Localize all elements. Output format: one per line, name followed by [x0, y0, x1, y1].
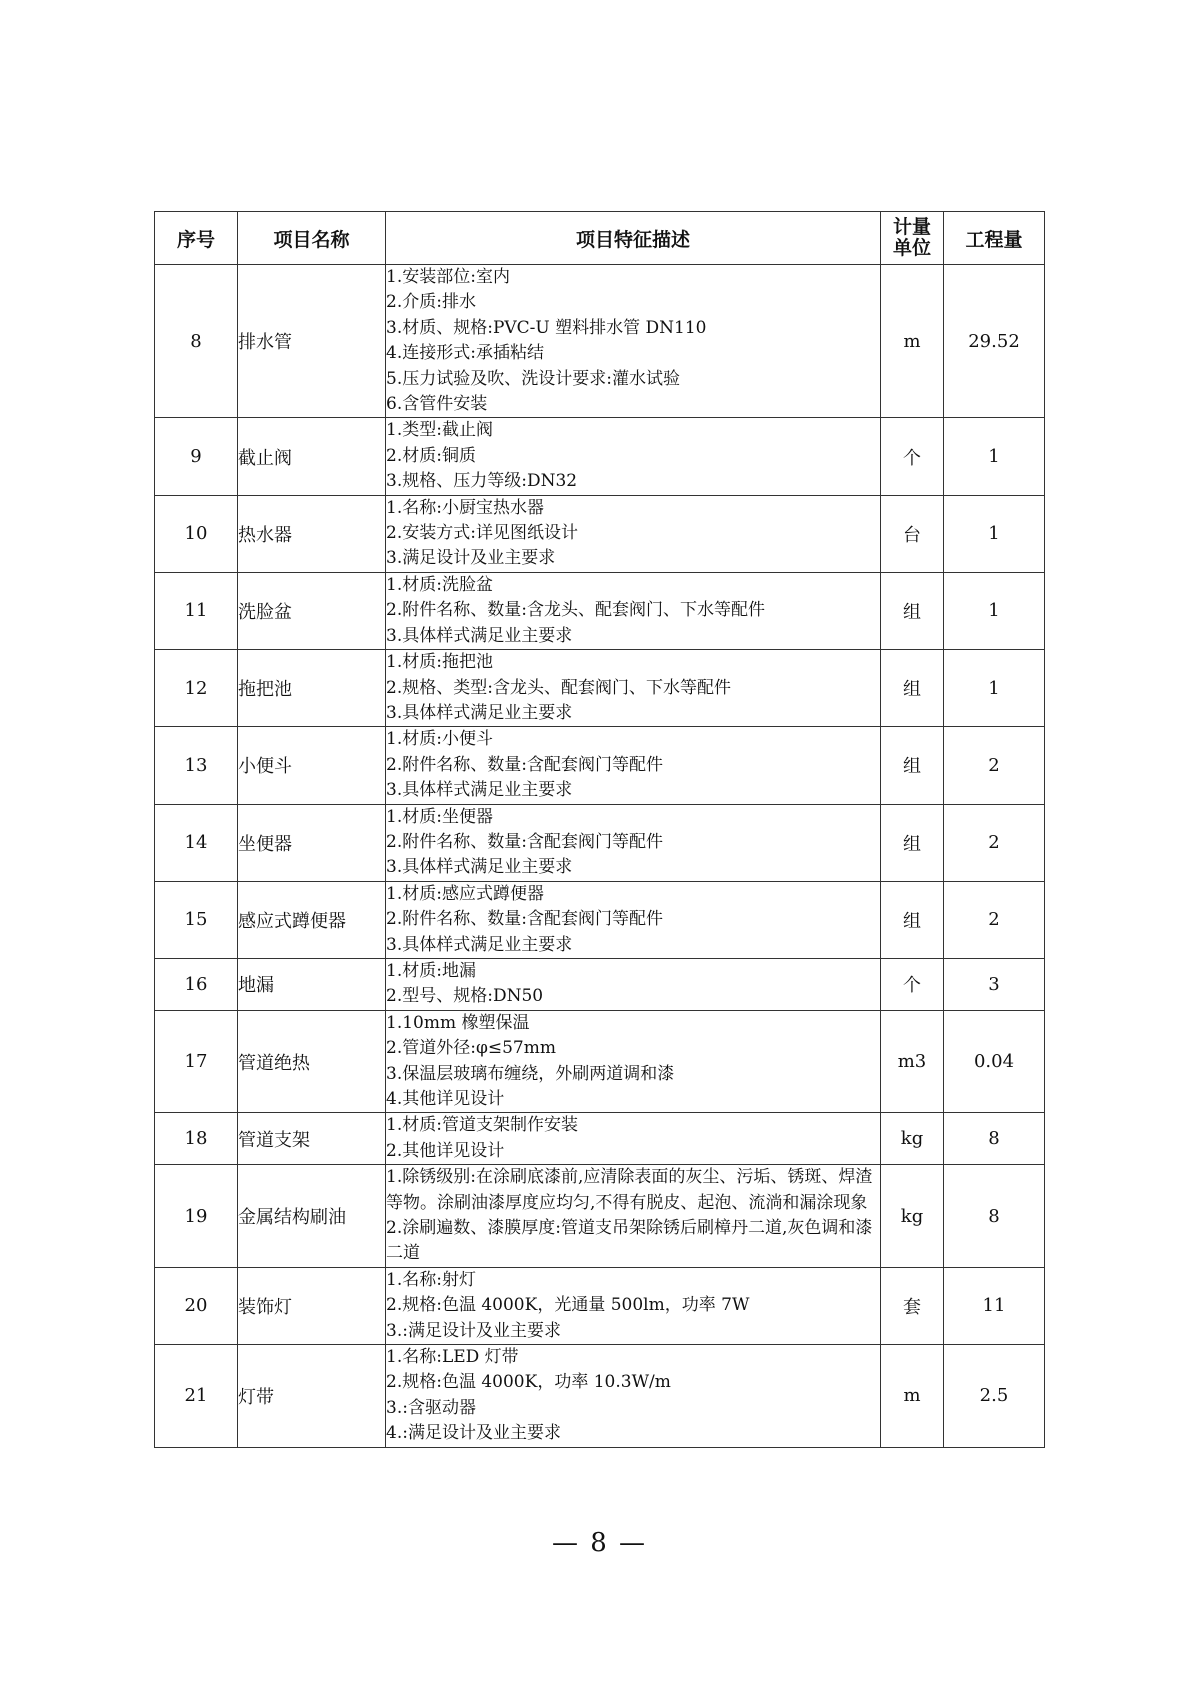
table-row — [155, 418, 1045, 495]
item-description-cell — [386, 1267, 881, 1344]
description-line: 6.含管件安装 — [386, 394, 488, 415]
item-description-cell — [386, 1345, 881, 1448]
description-line: 1.材质:洗脸盆 — [386, 574, 493, 595]
unit-cell: m — [881, 1345, 944, 1448]
table-row — [155, 1345, 1045, 1448]
description-line: 3.满足设计及业主要求 — [386, 548, 556, 569]
row-number-cell: 19 — [155, 1165, 238, 1268]
description-line: 3.规格、压力等级:DN32 — [386, 471, 578, 492]
page-number: — 8 — — [551, 1528, 648, 1558]
item-description-cell — [386, 265, 881, 418]
description-line: 2.规格、类型:含龙头、配套阀门、下水等配件 — [386, 677, 731, 698]
item-name-cell: 排水管 — [238, 265, 386, 418]
description-line: 1.材质:坐便器 — [386, 806, 493, 827]
row-number-cell: 16 — [155, 958, 238, 1010]
description-line: 2.管道外径:φ≤57mm — [386, 1038, 556, 1059]
header-unit — [881, 212, 944, 265]
description-line: 2.附件名称、数量:含配套阀门等配件 — [386, 754, 663, 775]
description-line: 3.具体样式满足业主要求 — [386, 857, 573, 878]
quantity-cell: 2 — [944, 881, 1045, 958]
row-number-cell: 10 — [155, 495, 238, 572]
quantity-cell: 1 — [944, 495, 1045, 572]
quantity-cell: 29.52 — [944, 265, 1045, 418]
table-body — [155, 265, 1045, 1448]
item-description-cell — [386, 958, 881, 1010]
unit-cell: kg — [881, 1113, 944, 1165]
row-number-cell: 14 — [155, 804, 238, 881]
description-line: 3.具体样式满足业主要求 — [386, 702, 573, 723]
table-row — [155, 1267, 1045, 1344]
description-line: 1.材质:地漏 — [386, 960, 476, 981]
item-name-cell: 金属结构刷油 — [238, 1165, 386, 1268]
row-number-cell: 11 — [155, 572, 238, 649]
table-row — [155, 650, 1045, 727]
quantity-cell: 1 — [944, 650, 1045, 727]
table-row — [155, 1010, 1045, 1113]
header-unit-line2: 单位 — [892, 237, 931, 259]
description-line: 2.安装方式:详见图纸设计 — [386, 523, 578, 544]
description-line: 2.附件名称、数量:含配套阀门等配件 — [386, 831, 663, 852]
row-number-cell: 15 — [155, 881, 238, 958]
item-name-cell: 截止阀 — [238, 418, 386, 495]
item-name-cell: 感应式蹲便器 — [238, 881, 386, 958]
description-line: 2.涂刷遍数、漆膜厚度:管道支吊架除锈后刷樟丹二道,灰色调和漆二道 — [386, 1218, 873, 1264]
item-description-cell — [386, 881, 881, 958]
description-line: 3.具体样式满足业主要求 — [386, 780, 573, 801]
description-line: 1.名称:小厨宝热水器 — [386, 497, 544, 518]
row-number-cell: 18 — [155, 1113, 238, 1165]
description-line: 1.安装部位:室内 — [386, 267, 510, 287]
description-line: 2.附件名称、数量:含配套阀门等配件 — [386, 909, 663, 930]
description-line: 3.:满足设计及业主要求 — [386, 1320, 561, 1341]
description-line: 1.材质:拖把池 — [386, 652, 493, 673]
unit-cell: 组 — [881, 650, 944, 727]
unit-cell: 组 — [881, 727, 944, 804]
item-name-cell: 管道支架 — [238, 1113, 386, 1165]
table-row — [155, 881, 1045, 958]
description-line: 2.附件名称、数量:含龙头、配套阀门、下水等配件 — [386, 600, 765, 621]
description-line: 3.具体样式满足业主要求 — [386, 625, 573, 646]
unit-cell: 个 — [881, 418, 944, 495]
quantity-cell: 2.5 — [944, 1345, 1045, 1448]
row-number-cell: 9 — [155, 418, 238, 495]
item-name-cell: 热水器 — [238, 495, 386, 572]
description-line: 4.连接形式:承插粘结 — [386, 343, 544, 364]
unit-cell: 个 — [881, 958, 944, 1010]
description-line: 2.规格:色温 4000K，光通量 500lm，功率 7W — [386, 1295, 750, 1316]
header-no: 序号 — [155, 212, 238, 265]
item-name-cell: 地漏 — [238, 958, 386, 1010]
quantity-cell: 2 — [944, 727, 1045, 804]
bill-of-quantities-table — [154, 211, 1045, 1448]
row-number-cell: 13 — [155, 727, 238, 804]
unit-cell: m — [881, 265, 944, 418]
item-description-cell — [386, 418, 881, 495]
quantity-cell: 8 — [944, 1113, 1045, 1165]
item-name-cell: 灯带 — [238, 1345, 386, 1448]
unit-cell: 组 — [881, 881, 944, 958]
description-line: 2.规格:色温 4000K，功率 10.3W/m — [386, 1372, 671, 1393]
item-description-cell — [386, 1113, 881, 1165]
quantity-cell: 2 — [944, 804, 1045, 881]
unit-cell: m3 — [881, 1010, 944, 1113]
description-line: 2.其他详见设计 — [386, 1140, 505, 1161]
item-description-cell — [386, 650, 881, 727]
description-line: 5.压力试验及吹、洗设计要求:灌水试验 — [386, 368, 680, 389]
table-header-row — [155, 212, 1045, 265]
description-line: 1.类型:截止阀 — [386, 420, 493, 441]
unit-cell: kg — [881, 1165, 944, 1268]
description-line: 3.具体样式满足业主要求 — [386, 934, 573, 955]
description-line: 1.材质:感应式蹲便器 — [386, 883, 544, 904]
item-name-cell: 管道绝热 — [238, 1010, 386, 1113]
description-line: 1.除锈级别:在涂刷底漆前,应清除表面的灰尘、污垢、锈斑、焊渣等物。涂刷油漆厚度应均匀,不得有脱皮、起泡、流淌和漏涂现象 — [386, 1167, 873, 1213]
item-description-cell — [386, 804, 881, 881]
item-name-cell: 洗脸盆 — [238, 572, 386, 649]
item-name-cell: 拖把池 — [238, 650, 386, 727]
table-row — [155, 265, 1045, 418]
header-desc: 项目特征描述 — [386, 212, 881, 265]
unit-cell: 组 — [881, 572, 944, 649]
table-row — [155, 1165, 1045, 1268]
description-line: 2.型号、规格:DN50 — [386, 986, 544, 1007]
quantity-cell: 8 — [944, 1165, 1045, 1268]
item-description-cell — [386, 495, 881, 572]
row-number-cell: 21 — [155, 1345, 238, 1448]
row-number-cell: 17 — [155, 1010, 238, 1113]
item-name-cell: 小便斗 — [238, 727, 386, 804]
description-line: 1.材质:管道支架制作安装 — [386, 1115, 578, 1136]
header-qty: 工程量 — [944, 212, 1045, 265]
table-row — [155, 727, 1045, 804]
item-name-cell: 装饰灯 — [238, 1267, 386, 1344]
item-name-cell: 坐便器 — [238, 804, 386, 881]
description-line: 3.材质、规格:PVC-U 塑料排水管 DN110 — [386, 317, 707, 338]
item-description-cell — [386, 1010, 881, 1113]
description-line: 1.名称:射灯 — [386, 1269, 476, 1290]
item-description-cell — [386, 1165, 881, 1268]
table-row — [155, 958, 1045, 1010]
table-row — [155, 495, 1045, 572]
unit-cell: 组 — [881, 804, 944, 881]
description-line: 3.保温层玻璃布缠绕，外刷两道调和漆 — [386, 1063, 675, 1084]
unit-cell: 台 — [881, 495, 944, 572]
table-row — [155, 572, 1045, 649]
header-unit-line1: 计量 — [892, 216, 931, 238]
description-line: 4.:满足设计及业主要求 — [386, 1423, 561, 1444]
row-number-cell: 12 — [155, 650, 238, 727]
description-line: 3.:含驱动器 — [386, 1397, 476, 1418]
description-line: 2.介质:排水 — [386, 292, 476, 313]
description-line: 1.材质:小便斗 — [386, 729, 493, 750]
header-name: 项目名称 — [238, 212, 386, 265]
item-description-cell — [386, 572, 881, 649]
table-row — [155, 1113, 1045, 1165]
description-line: 1.10mm 橡塑保温 — [386, 1012, 530, 1033]
row-number-cell: 20 — [155, 1267, 238, 1344]
description-line: 4.其他详见设计 — [386, 1089, 505, 1109]
description-line: 2.材质:铜质 — [386, 445, 476, 466]
row-number-cell: 8 — [155, 265, 238, 418]
quantity-cell: 11 — [944, 1267, 1045, 1344]
unit-cell: 套 — [881, 1267, 944, 1344]
quantity-cell: 3 — [944, 958, 1045, 1010]
quantity-cell: 1 — [944, 572, 1045, 649]
quantity-cell: 1 — [944, 418, 1045, 495]
item-description-cell — [386, 727, 881, 804]
quantity-cell: 0.04 — [944, 1010, 1045, 1113]
description-line: 1.名称:LED 灯带 — [386, 1347, 519, 1368]
table-row — [155, 804, 1045, 881]
